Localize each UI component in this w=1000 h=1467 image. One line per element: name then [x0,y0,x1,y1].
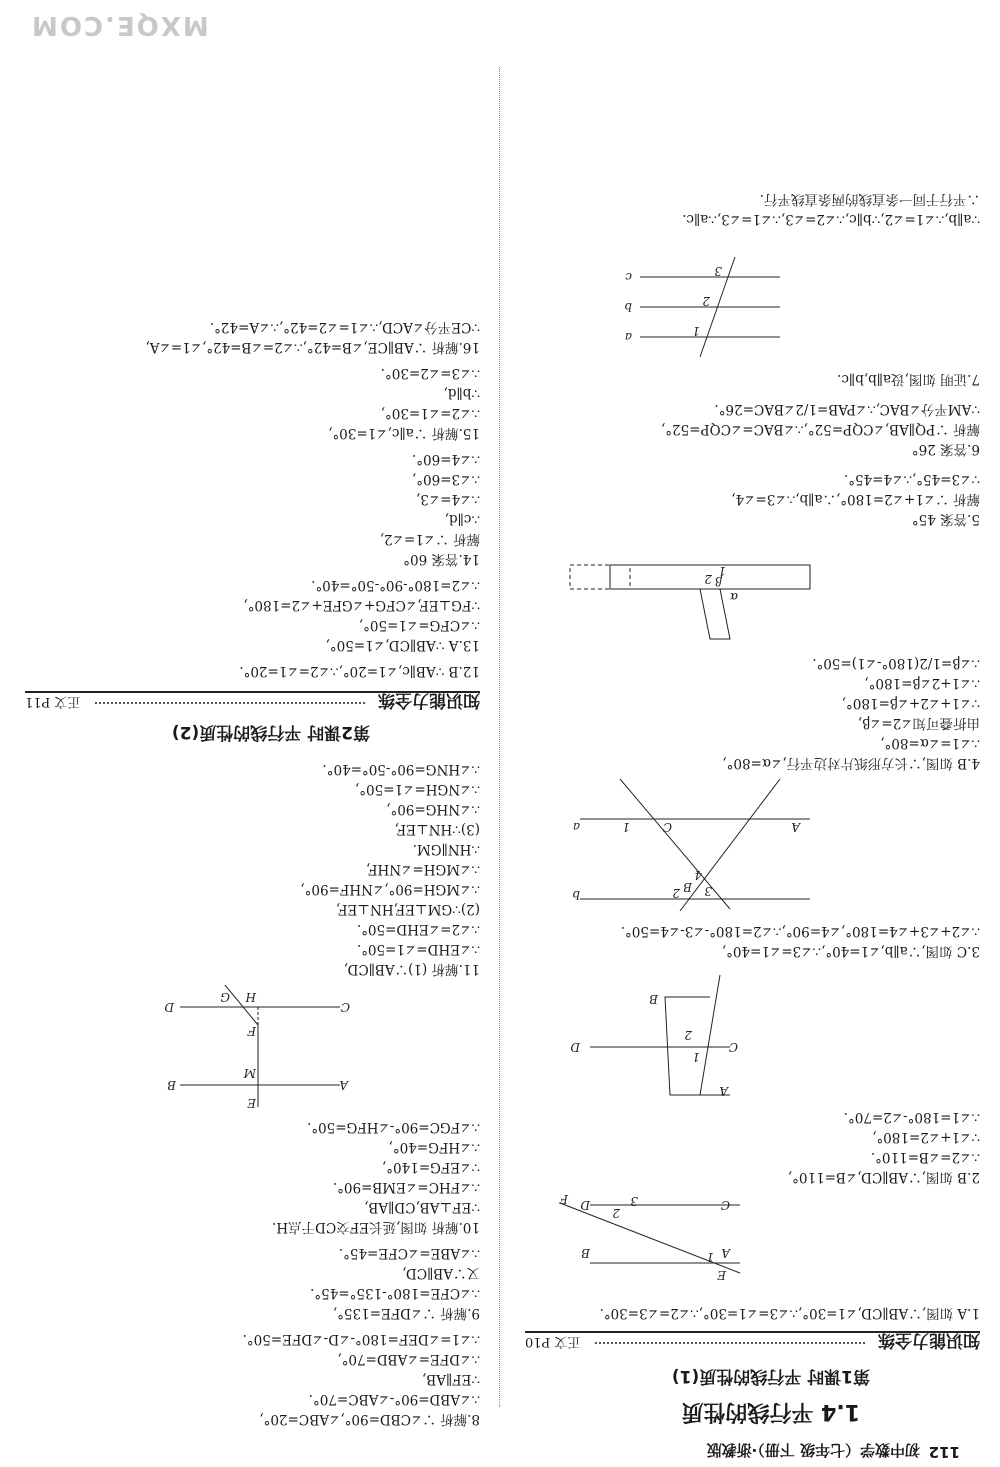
q11-line-7: ∴HN∥GM. [412,841,480,857]
q11-line-3: ∴∠2=∠EHD=50°. [356,921,480,937]
q2-diagram [530,965,750,1105]
q9-line-4: ∴∠ABE=∠CFE=45°. [338,1245,480,1261]
svg-text:B: B [649,992,658,1006]
svg-text:B: B [683,880,692,894]
q6-line-3: ∵AM平分∠BAC,∴∠PAB=1/2∠BAC=26°. [714,401,980,417]
section-title: 1.4 平行线的性质 [681,1399,860,1424]
svg-text:D: D [164,1000,174,1014]
q4-line-4: ∵∠1+∠2+∠β=180°, [841,695,980,711]
q13-line-4: ∴∠2=180°-90°-50°=40°. [311,577,480,593]
band-label-2: 知识能力全练 [378,690,480,710]
q2-line-1: 2.B 如图,∵AB∥CD,∠B=110°, [787,1169,980,1185]
svg-text:3: 3 [714,264,722,278]
q4-line-1: 4.B 如图,∵长方形纸片对边平行,∠α=80°, [722,755,980,771]
svg-text:4: 4 [694,868,702,882]
q14-line-1: 14.答案 60° [403,551,480,567]
q2-line-2: ∴∠2=∠B=110°. [870,1149,980,1165]
q10-line-2: ∵EF⊥AB,CD∥AB, [364,1199,480,1215]
svg-text:1: 1 [622,820,630,834]
svg-text:E: E [247,1096,256,1110]
svg-text:b: b [572,888,580,902]
svg-text:2: 2 [704,572,712,586]
q14-line-6: ∴∠4=60°. [411,451,480,467]
q9-line-3: 又∵AB∥CD, [402,1265,480,1281]
q15-line-1: 15.解析 ∵a∥c,∠1=30°, [328,425,480,441]
svg-text:A: A [721,1246,730,1260]
svg-text:3: 3 [630,1194,638,1208]
svg-text:A: A [339,1078,348,1092]
q14-line-3: ∴c∥d, [444,511,480,527]
svg-text:2: 2 [684,1028,692,1042]
q3-line-2: ∴∠2+∠3+∠4=180°,∠4=90°,∴∠2=180°-∠3-∠4=50°. [620,923,980,939]
svg-text:A: A [791,820,800,834]
svg-text:B: B [581,1246,590,1260]
q13-line-3: ∵FG⊥EF,∠CFG+∠GFE+∠2=180°, [243,597,480,613]
q1-line: 1.A 如图,∵AB∥CD,∠1=30°,∴∠3=∠1=30°,∴∠2=∠3=30°. [599,1305,980,1321]
q2-line-4: ∴∠1=180°-∠2=70°. [843,1109,980,1125]
svg-text:H: H [245,990,256,1004]
svg-text:a: a [624,330,632,344]
q9-line-1: 9.解析 ∵∠DFE=135°, [332,1305,480,1321]
lesson1-title: 第1课时 平行线的性质(1) [671,1366,870,1386]
svg-text:α: α [729,590,738,604]
svg-text:B: B [167,1078,176,1092]
q10-line-1: 10.解析 如图,延长EF交CD于点H. [272,1219,480,1235]
q11-line-9: ∴∠NHG=90°, [386,801,480,817]
q10-diagram [120,985,360,1115]
q14-line-5: ∴∠3=60°, [411,471,480,487]
svg-text:C: C [720,1198,730,1212]
q10-line-5: ∴∠HFG=40°, [388,1139,480,1155]
q4-line-2: ∴∠1=∠α=80°, [880,735,980,751]
right-column [20,0,480,1467]
watermark-logo: MXQE.COM [30,10,209,40]
q15-line-2: ∴∠2=∠1=30°, [380,405,480,421]
q11-line-11: ∴∠HNG=90°-50°=40°. [322,761,480,777]
q5-line-1: 5.答案 45° [911,511,980,527]
svg-text:2: 2 [672,886,680,900]
band-p10 [525,1331,980,1355]
svg-text:F: F [559,1192,568,1206]
svg-text:C: C [728,1040,738,1054]
q4-line-6: ∴∠β=1/2(180°-∠1)=50°. [812,655,980,671]
svg-text:3: 3 [704,884,712,898]
column-divider [499,67,500,1407]
q10-line-4: ∵∠EFG=140°, [381,1159,480,1175]
q11-line-8: (3)∵HN⊥EF, [394,821,480,837]
q3-line-1: 3.C 如图,∵a∥b,∠1=40°,∴∠3=∠1=40°, [721,943,980,959]
q7-line-1: 7.证明 如图,设a∥b,b∥c. [837,371,980,387]
q14-line-4: ∴∠4=∠3, [416,491,480,507]
q5-line-2: 解析 ∵∠1+∠2=180°,∴a∥b,∴∠3=∠4, [731,491,980,507]
svg-text:1: 1 [692,324,700,338]
q15-line-4: ∴∠3=∠2=30°. [380,365,480,381]
q8-line-1: 8.解析 ∵∠CBD=90°,∠ABC=20°, [259,1411,480,1427]
q13-line-1: 13.A ∵AB∥CD,∠1=50°, [325,637,480,653]
svg-text:b: b [624,300,632,314]
band-label: 知识能力全练 [878,1330,980,1350]
q4-diagram [530,539,830,649]
q11-line-1: 11.解析 (1)∵AB∥CD, [343,961,480,977]
q7-line-2: ∵a∥b,∴∠1=∠2,∵b∥c,∴∠2=∠3,∴∠1=∠3,∴a∥c. [682,211,980,227]
q10-line-6: ∴∠FGC=90°-∠HFG=50°. [307,1119,480,1135]
q11-line-5: ∴∠MGH=90°,∠NHF=90°, [300,881,480,897]
band-p11 [25,691,480,715]
q15-line-3: ∵b∥d, [443,385,480,401]
q4-line-5: ∴∠1+2∠β=180°, [864,675,980,691]
svg-text:D: D [570,1040,580,1054]
svg-text:a: a [572,820,580,834]
q1-diagram [520,1191,750,1301]
q16-line-1: 16.解析 ∵AB∥CE,∠B=42°,∴∠2=∠B=42°,∠1=∠A, [145,339,480,355]
svg-text:G: G [220,990,230,1004]
svg-text:E: E [717,1268,726,1282]
q14-line-2: 解析 ∵∠1=∠2, [379,531,480,547]
q7-line-3: ∴平行于同一条直线的两条直线平行. [759,191,980,207]
lesson2-title: 第2课时 平行线的性质(2) [171,722,370,742]
q8-line-4: ∴∠DFE=∠ABD=70°, [337,1351,480,1367]
svg-text:2: 2 [702,294,710,308]
q11-line-6: ∴∠MGH=∠NHF, [365,861,480,877]
svg-text:C: C [340,1000,350,1014]
svg-text:1: 1 [706,1250,714,1264]
svg-text:C: C [662,820,672,834]
svg-text:2: 2 [612,1206,620,1220]
q11-line-2: ∴∠EHD=∠1=50°. [356,941,480,957]
svg-text:D: D [580,1198,590,1212]
band-dots-2 [95,702,365,704]
q3-diagram [530,779,830,919]
svg-text:β: β [715,574,722,588]
q16-line-2: ∵CE平分∠ACD,∴∠1=∠2=42°,∴∠A=42°. [209,319,480,335]
q13-line-2: ∴∠CFG=∠1=50°, [358,617,480,633]
band-dots [595,1342,865,1344]
q6-line-2: 解析 ∵PQ∥AB,∠CQP=52°,∴∠BAC=∠CQP=52°, [661,421,980,437]
q8-line-3: ∵EF∥AB, [421,1371,480,1387]
q10-line-3: ∴∠FHC=∠EMB=90°. [332,1179,480,1195]
q5-line-3: ∵∠3=45°,∴∠4=45°. [843,471,980,487]
q8-line-5: ∴∠1=∠DEF=180°-∠D-∠DFE=50°. [242,1331,480,1347]
page-number: 112 [928,1443,960,1461]
band-ref-2: 正文 P11 [25,694,81,709]
q6-line-1: 6.答案 26° [911,441,980,457]
q9-line-2: ∴∠CFE=180°-135°=45°. [310,1285,480,1301]
q2-line-3: ∵∠1+∠2=180°, [872,1129,980,1145]
svg-text:c: c [625,270,632,284]
q11-line-4: (2)∵GM⊥EF,HN⊥EF, [335,901,480,917]
q11-line-10: ∴∠NGH=∠1=50°, [354,781,480,797]
q8-line-2: ∴∠ABD=90°-∠ABC=70°. [308,1391,480,1407]
q4-line-3: 由折叠可知∠2=∠β, [857,715,980,731]
q12-line: 12.B ∵AB∥c,∠1=20°,∴∠2=∠1=20°. [239,663,480,679]
svg-text:M: M [243,1066,256,1080]
svg-text:1: 1 [718,564,726,578]
left-column [520,0,980,1467]
q7-diagram [590,237,790,367]
svg-text:1: 1 [692,1050,700,1064]
svg-text:F: F [247,1024,256,1038]
svg-text:A: A [719,1084,728,1098]
book-title: 初中数学（七年级 下册）·浙教版 [706,1441,920,1459]
band-ref: 正文 P10 [525,1334,581,1349]
